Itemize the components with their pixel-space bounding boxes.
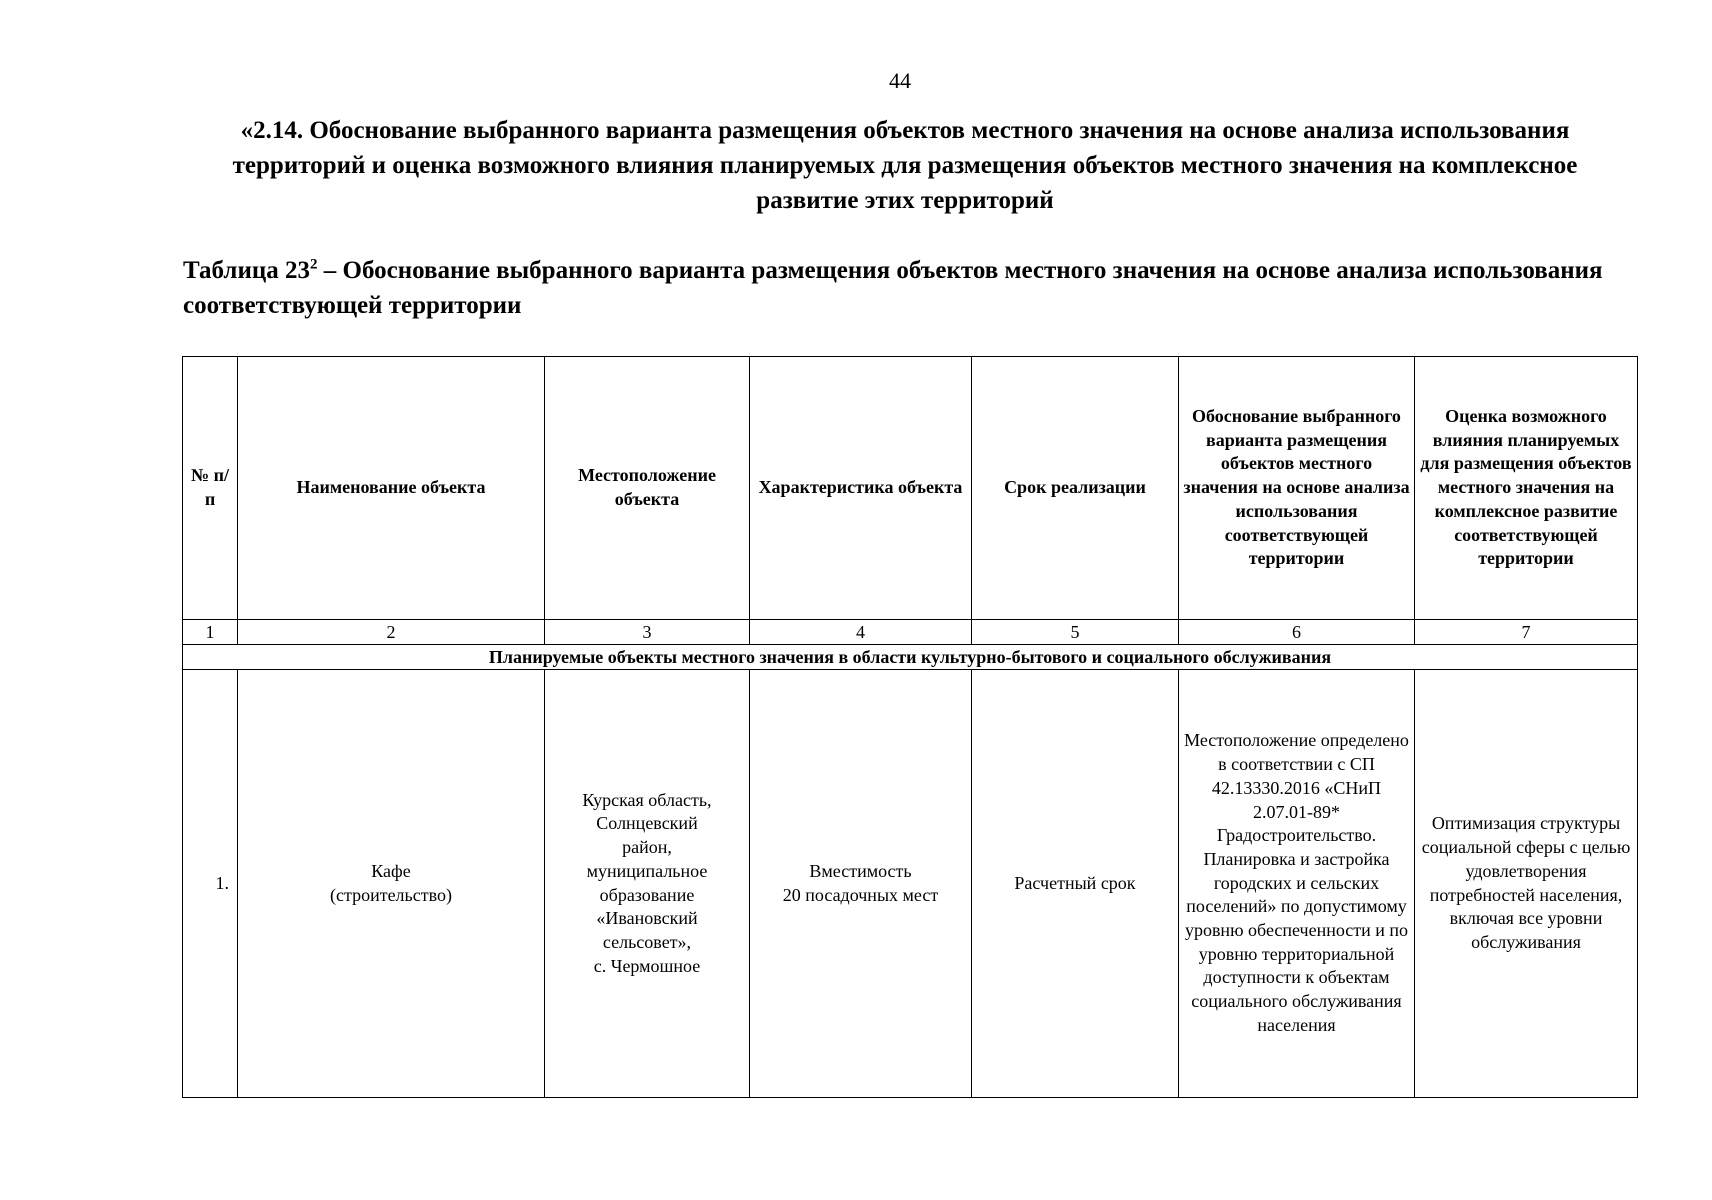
location-line: район,: [622, 837, 672, 858]
column-number: 3: [545, 620, 750, 645]
location-line: Курская область,: [582, 789, 712, 810]
location-line: сельсовет»,: [602, 931, 692, 952]
location-line: образование: [599, 884, 695, 905]
caption-prefix: Таблица 23: [183, 257, 311, 284]
column-number: 6: [1179, 620, 1415, 645]
caption-superscript: 2: [310, 256, 318, 273]
row-number: 1.: [183, 670, 238, 1098]
header-term: Срок реализации: [972, 357, 1179, 620]
location-line: «Ивановский: [596, 908, 698, 929]
page-number: 44: [889, 68, 911, 93]
characteristic-cell: [750, 670, 972, 1098]
header-characteristic: Характеристика объекта: [750, 357, 972, 620]
location-cell: [545, 670, 750, 1098]
header-row: [183, 357, 1638, 620]
justification-table: [182, 356, 1638, 1098]
location-line: муниципальное: [586, 860, 708, 881]
section-row: [183, 645, 1638, 670]
table-caption: [183, 253, 1643, 323]
object-name-cell: [238, 670, 545, 1098]
column-number: 7: [1415, 620, 1638, 645]
location-line: с. Чермошное: [593, 955, 701, 976]
column-number: 2: [238, 620, 545, 645]
object-name: Кафе: [371, 860, 411, 881]
justification-cell: Местоположение определено в соответствии с СП 42.13330.2016 «СНиП 2.07.01-89* Градостроительство. Планировка и застройка городских и сельских поселений» по допустимому уровню обеспеченности и по уровню территориальной доступности к объектам социального обслуживания населения: [1179, 670, 1415, 1098]
column-number: 1: [183, 620, 238, 645]
header-location: Местоположение объекта: [545, 357, 750, 620]
header-justification: Обоснование выбранного варианта размещения объектов местного значения на основе анализа использования соответствующей территории: [1179, 357, 1415, 620]
header-object-name: Наименование объекта: [238, 357, 545, 620]
caption-text: – Обоснование выбранного варианта размещения объектов местного значения на основе анализа использования соответствующей территории: [183, 257, 1603, 319]
header-number: № п/п: [183, 357, 238, 620]
column-number-row: [183, 620, 1638, 645]
object-action: (строительство): [330, 884, 452, 905]
section-heading: «2.14. Обоснование выбранного варианта размещения объектов местного значения на основе анализа использования территорий и оценка возможного влияния планируемых для размещения объектов местного значения на комплексное развитие этих территорий: [232, 117, 1578, 214]
table-row: [183, 670, 1638, 1098]
assessment-cell: Оптимизация структуры социальной сферы с целью удовлетворения потребностей населения, включая все уровни обслуживания: [1415, 670, 1638, 1098]
column-number: 5: [972, 620, 1179, 645]
section-title: Планируемые объекты местного значения в области культурно-бытового и социального обслуживания: [183, 645, 1638, 670]
term-cell: Расчетный срок: [972, 670, 1179, 1098]
column-number: 4: [750, 620, 972, 645]
characteristic-label: Вместимость: [809, 860, 912, 881]
location-line: Солнцевский: [596, 813, 698, 834]
characteristic-value: 20 посадочных мест: [782, 884, 939, 905]
header-assessment: Оценка возможного влияния планируемых для размещения объектов местного значения на комплексное развитие соответствующей территории: [1415, 357, 1638, 620]
